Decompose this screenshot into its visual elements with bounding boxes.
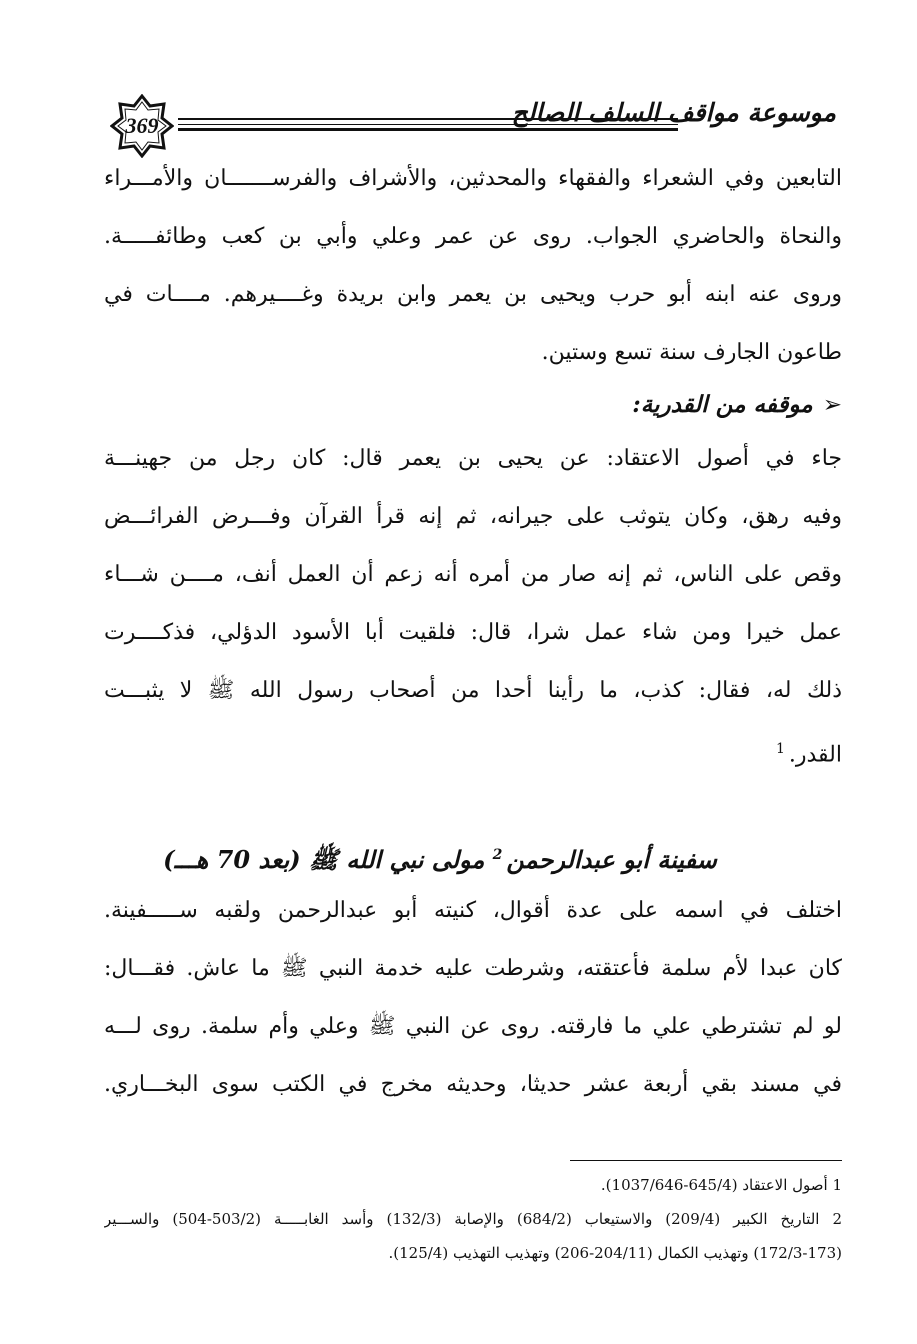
footnotes	[104, 1168, 842, 1270]
subheading-text: موقفه من القدرية:	[632, 391, 813, 418]
text-line: وروى عنه ابنه أبو حرب ويحيى بن يعمر وابن بريدة وغــــيرهم. مــــات في	[104, 282, 842, 307]
section-title-name: سفينة أبو عبدالرحمن	[506, 845, 717, 874]
text-line: اختلف في اسمه على عدة أقوال، كنيته أبو عبدالرحمن ولقبه ســـــفينة.	[104, 898, 842, 923]
text-line-content: القدر.	[788, 742, 842, 768]
text-line: التابعين وفي الشعراء والفقهاء والمحدثين، والأشراف والفرســـــــان والأمـــراء	[104, 166, 842, 191]
arrow-bullet-icon: ➢	[822, 392, 842, 418]
text-line: طاعون الجارف سنة تسع وستين.	[541, 340, 842, 365]
subheading	[632, 383, 842, 427]
text-line: وفيه رهق، وكان يتوثب على جيرانه، ثم إنه قرأ القرآن وفـــرض الفرائـــض	[104, 504, 842, 529]
section-title-rest: مولى نبي الله ﷺ (بعد 70 هـــ)	[163, 845, 485, 874]
paragraph-safina	[104, 882, 842, 1114]
text-line: ذلك له، فقال: كذب، ما رأينا أحدا من أصحاب رسول الله ﷺ لا يثبـــت	[104, 678, 842, 703]
book-title: موسوعة مواقف السلف الصالح	[511, 98, 836, 127]
header-rule	[178, 128, 678, 131]
text-line: لو لم تشترطي علي ما فارقته. روى عن النبي ﷺ وعلي وأم سلمة. روى لـــه	[104, 1014, 842, 1039]
footnote-divider	[570, 1160, 842, 1161]
page-number-badge	[110, 94, 174, 158]
footnote-1: 1 أصول الاعتقاد (645/4-1037/646).	[600, 1176, 842, 1194]
text-line: عمل خيرا ومن شاء عمل شرا، قال: فلقيت أبا الأسود الدؤلي، فذكــــرت	[104, 620, 842, 645]
footnote-reference: 1	[775, 741, 785, 757]
text-line: وقص على الناس، ثم إنه صار من أمره أنه زعم أن العمل أنف، مــــن شـــاء	[104, 562, 842, 587]
text-line-last	[104, 720, 842, 778]
text-line: في مسند بقي أربعة عشر حديثا، وحديثه مخرج في الكتب سوى البخـــاري.	[104, 1072, 842, 1097]
text-line: والنحاة والحاضري الجواب. روى عن عمر وعلي وأبي بن كعب وطائفـــــة.	[104, 224, 842, 249]
footnote-2-continued: (172/3-173) وتهذيب الكمال (204/11-206) وتهذيب التهذيب (125/4).	[388, 1244, 842, 1262]
text-line: كان عبدا لأم سلمة فأعتقته، وشرطت عليه خدمة النبي ﷺ ما عاش. فقـــال:	[104, 956, 842, 981]
text-line: جاء في أصول الاعتقاد: عن يحيى بن يعمر قال: كان رجل من جهينـــة	[104, 446, 842, 471]
footnote-reference: 2	[492, 847, 503, 863]
paragraph-qadariyya	[104, 430, 842, 778]
page-number: 369	[125, 113, 159, 138]
paragraph-intro	[104, 150, 842, 382]
footnote-2: 2 التاريخ الكبير (209/4) والاستيعاب (684/2) والإصابة (132/3) وأسد الغابـــــة (503/2-504) والســـير	[104, 1210, 842, 1228]
section-title	[140, 830, 740, 880]
